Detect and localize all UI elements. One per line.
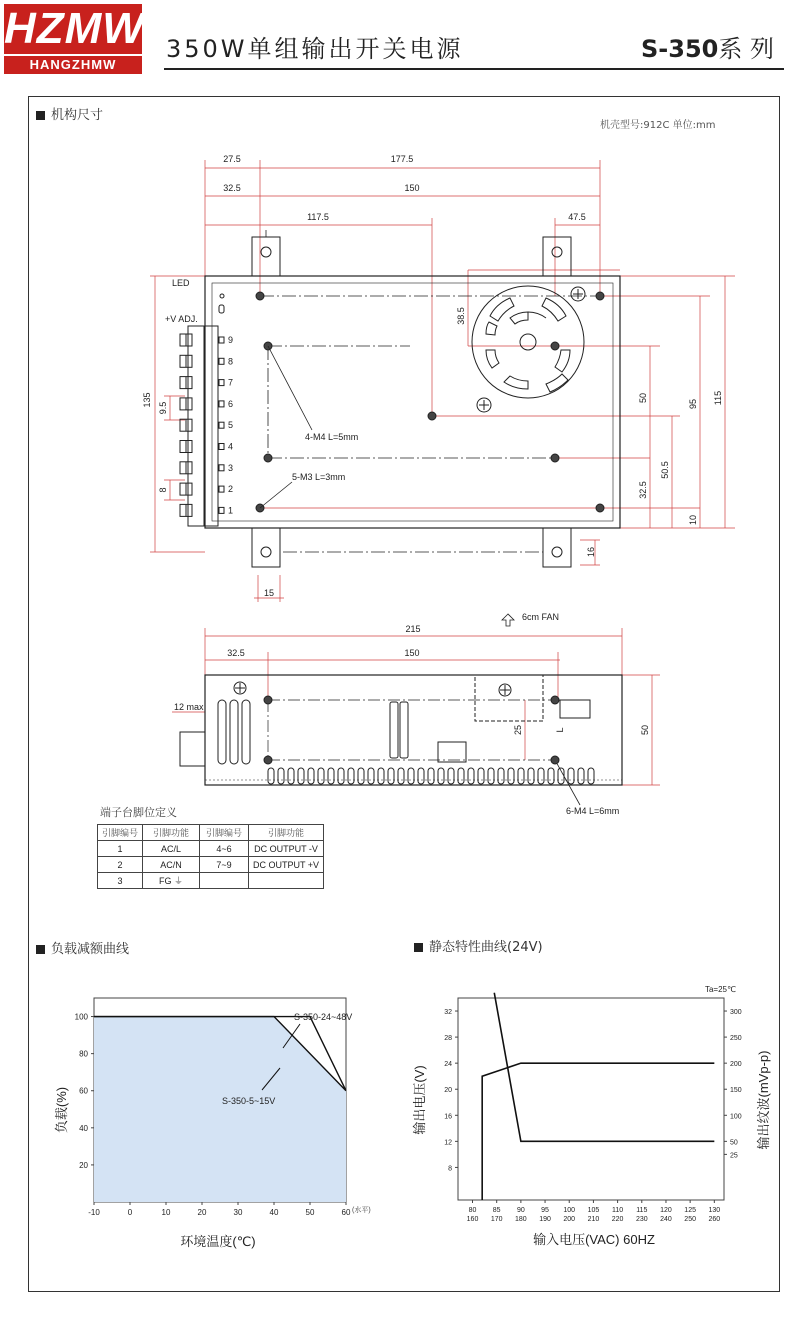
dim-177-5: 177.5 — [390, 154, 414, 164]
x-tick-label-top: 105 — [587, 1207, 600, 1214]
y-left-tick-label: 20 — [444, 1087, 452, 1095]
static-chart — [412, 985, 771, 1247]
y-right-tick-label: 100 — [730, 1113, 742, 1121]
y-right-tick-label: 50 — [730, 1139, 738, 1147]
x-tick-label: -10 — [88, 1208, 100, 1217]
dim-150: 150 — [404, 183, 420, 193]
terminal-number: 1 — [228, 505, 234, 516]
pin-function: AC/L — [143, 841, 200, 857]
static-series-ripple — [494, 993, 714, 1142]
fan-label: 6cm FAN — [522, 612, 560, 622]
pin-number: 4~6 — [200, 841, 249, 857]
pin-number: 2 — [98, 857, 143, 873]
dim-10: 10 — [688, 514, 698, 526]
x-tick-label: 50 — [305, 1208, 315, 1217]
x-tick-label-top: 95 — [541, 1207, 549, 1214]
y-left-tick-label: 16 — [444, 1113, 452, 1121]
y-right-tick-label: 300 — [730, 1009, 742, 1017]
dim-38-5: 38.5 — [456, 307, 466, 325]
y-left-tick-label: 28 — [444, 1035, 452, 1043]
x-tick-label-bottom: 220 — [611, 1216, 624, 1223]
x-tick-label: 30 — [233, 1208, 243, 1217]
x-tick-label-bottom: 200 — [563, 1216, 576, 1223]
derating-x-axis-label: 环境温度(℃) — [180, 1234, 256, 1249]
dim-8: 8 — [158, 487, 168, 493]
x-tick-label-top: 90 — [516, 1207, 525, 1214]
dim-27-5: 27.5 — [223, 154, 241, 164]
x-tick-label-bottom: 250 — [684, 1216, 696, 1223]
l-label: L — [555, 727, 565, 733]
dim-95: 95 — [688, 398, 698, 410]
case-info: 机壳型号:912C 单位:mm — [600, 120, 716, 131]
y-right-tick-label: 250 — [730, 1035, 742, 1043]
y-left-tick-label: 32 — [444, 1009, 452, 1017]
x-tick-label-top: 110 — [612, 1207, 624, 1214]
dim-115: 115 — [713, 390, 723, 406]
derating-label-lower: S-350-5~15V — [222, 1096, 276, 1106]
terminal-number: 2 — [228, 484, 234, 495]
header-cell: 引脚编号 — [98, 825, 143, 841]
y-right-tick-label: 150 — [730, 1087, 742, 1095]
page-title: 350W单组输出开关电源 — [166, 35, 464, 63]
pin-function: AC/N — [143, 857, 200, 873]
derating-label-upper: S-350-24~48V — [294, 1012, 353, 1022]
y-tick-label: 100 — [74, 1012, 88, 1022]
pin-function: FG ⏚ — [143, 873, 200, 889]
terminal-number: 3 — [228, 462, 234, 473]
static-plot-frame — [458, 998, 724, 1200]
derating-x-unit: (水平) — [352, 1207, 371, 1214]
y-left-tick-label: 8 — [448, 1165, 452, 1173]
terminal-number: 9 — [228, 335, 234, 345]
y-left-tick-label: 24 — [444, 1061, 452, 1069]
terminal-number: 5 — [228, 420, 234, 431]
x-tick-label-top: 130 — [708, 1207, 721, 1214]
dim-47-5: 47.5 — [568, 212, 586, 222]
x-tick-label-top: 100 — [563, 1207, 576, 1214]
vadj-label: +V ADJ. — [165, 314, 198, 324]
series-suffix: 系 列 — [718, 35, 774, 63]
side-dim-150: 150 — [404, 648, 420, 658]
m4-screw-label: 4-M4 L=5mm — [305, 432, 359, 442]
led-label: LED — [172, 278, 190, 288]
x-tick-label-top: 125 — [684, 1207, 696, 1214]
terminal-number: 7 — [228, 377, 234, 388]
y-right-tick-label: 25 — [730, 1152, 738, 1160]
y-tick-label: 20 — [79, 1160, 88, 1170]
m4-side-label: 6-M4 L=6mm — [566, 806, 620, 816]
dim-32-5-right: 32.5 — [638, 481, 648, 499]
dim-9-5: 9.5 — [158, 401, 168, 415]
static-series-voltage — [482, 1063, 714, 1200]
x-tick-label-bottom: 210 — [587, 1216, 600, 1223]
logo-sub-text: HANGZHMW — [4, 56, 142, 74]
header-cell: 引脚功能 — [143, 825, 200, 841]
static-x-axis-label: 输入电压(VAC) 60HZ — [533, 1232, 655, 1247]
pin-table-title: 端子台脚位定义 — [100, 806, 177, 819]
pin-number: 7~9 — [200, 857, 249, 873]
static-title-text: 静态特性曲线(24V) — [429, 940, 543, 955]
x-tick-label-bottom: 240 — [660, 1216, 672, 1223]
derating-chart — [54, 998, 371, 1249]
mechanical-title-text: 机构尺寸 — [51, 108, 104, 123]
header-cell: 引脚功能 — [249, 825, 324, 841]
side-dim-50: 50 — [640, 724, 650, 736]
y-left-tick-label: 12 — [444, 1139, 452, 1147]
dim-32-5: 32.5 — [223, 183, 241, 193]
series-model: S-350 — [641, 35, 719, 63]
x-tick-label-top: 120 — [660, 1207, 672, 1214]
dim-50: 50 — [638, 392, 648, 404]
x-tick-label: 20 — [197, 1208, 207, 1217]
y-tick-label: 80 — [79, 1049, 88, 1059]
header-cell: 引脚编号 — [200, 825, 249, 841]
static-y-left-label: 输出电压(V) — [412, 1065, 427, 1135]
dim-135: 135 — [142, 392, 152, 408]
x-tick-label-top: 115 — [636, 1207, 648, 1214]
y-tick-label: 60 — [79, 1086, 88, 1096]
logo-main-text: HZMW — [4, 4, 145, 53]
pin-number: 3 — [98, 873, 143, 889]
terminal-number: 8 — [228, 356, 234, 367]
pin-number: 1 — [98, 841, 143, 857]
y-tick-label: 40 — [79, 1123, 88, 1133]
side-dim-32-5: 32.5 — [227, 648, 245, 658]
pin-function: DC OUTPUT -V — [249, 841, 324, 857]
derating-y-axis-label: 负载(%) — [54, 1086, 69, 1134]
static-y-right-label: 输出纹波(mVp-p) — [756, 1050, 771, 1150]
x-tick-label-bottom: 170 — [490, 1216, 503, 1223]
x-tick-label-top: 80 — [468, 1207, 477, 1214]
dim-117-5: 117.5 — [307, 212, 329, 222]
x-tick-label-bottom: 190 — [539, 1216, 551, 1223]
side-dim-25: 25 — [513, 724, 523, 736]
derating-area-fill — [94, 1017, 346, 1202]
x-tick-label: 40 — [269, 1208, 279, 1217]
x-tick-label-bottom: 260 — [708, 1216, 721, 1223]
static-ta-label: Ta=25℃ — [704, 985, 736, 994]
dim-12-max: 12 max — [174, 702, 204, 712]
derating-title-text: 负载减额曲线 — [51, 942, 130, 957]
pin-function: DC OUTPUT +V — [249, 857, 324, 873]
y-right-tick-label: 200 — [730, 1061, 742, 1069]
dim-215: 215 — [405, 624, 421, 634]
dim-50-5: 50.5 — [660, 461, 670, 479]
dim-15: 15 — [263, 588, 275, 598]
x-tick-label: 60 — [341, 1208, 351, 1217]
terminal-number: 6 — [228, 398, 234, 409]
x-tick-label: 10 — [161, 1208, 171, 1217]
dim-16: 16 — [586, 546, 596, 558]
m3-screw-label: 5-M3 L=3mm — [292, 472, 346, 482]
x-tick-label-top: 85 — [492, 1207, 501, 1214]
x-tick-label-bottom: 230 — [635, 1216, 648, 1223]
terminal-number: 4 — [228, 441, 234, 452]
x-tick-label-bottom: 180 — [515, 1216, 527, 1223]
x-tick-label-bottom: 160 — [466, 1216, 479, 1223]
x-tick-label: 0 — [127, 1208, 133, 1217]
